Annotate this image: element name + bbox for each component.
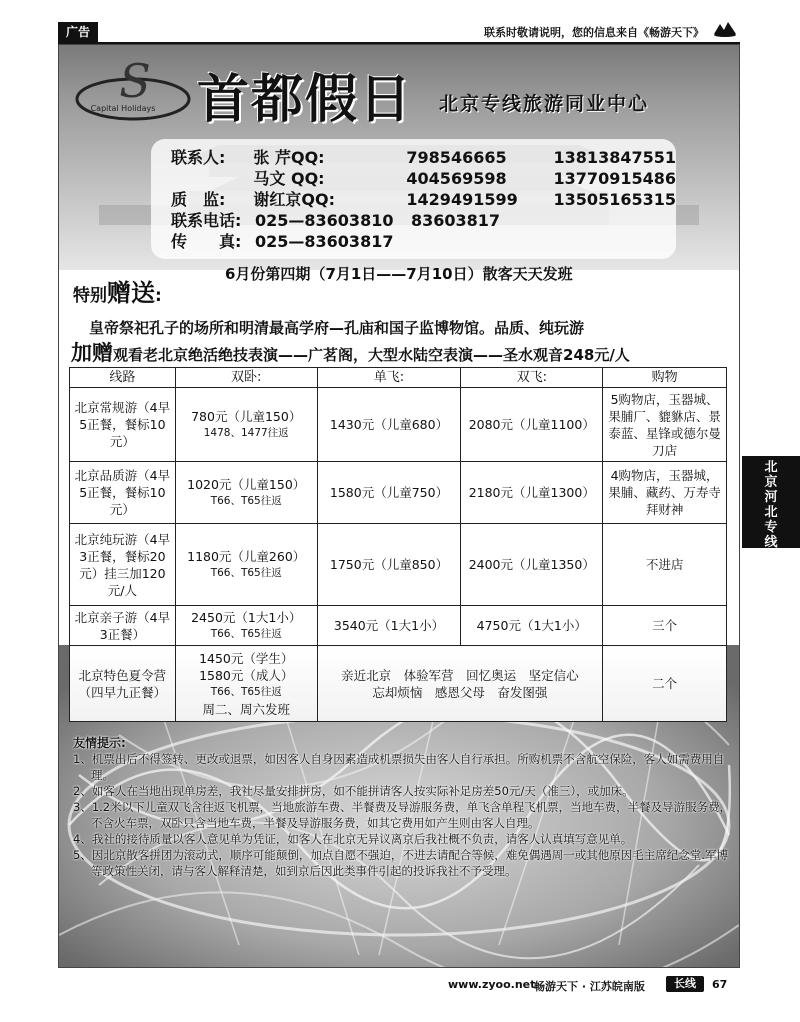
double-sleeper-price [175,462,317,524]
column-header: 购物 [603,368,727,388]
double-sleeper-price [175,606,317,646]
ad-label: 广告 [58,22,98,42]
table-row [70,524,727,606]
shopping-info: 5购物店，玉器城、果脯厂、貔貅店、景泰蓝、星锋或德尔曼刀店 [603,388,727,462]
contact-label: 质 监: [171,190,226,209]
shopping-info: 二个 [603,646,727,722]
double-fly-price: 2180元（儿童1300） [461,462,603,524]
promo-big: 赠送 [107,279,155,307]
table-row [70,606,727,646]
top-bar [0,0,800,46]
route-name: 北京纯玩游（4早3正餐，餐标20元）挂三加120元/人 [70,524,176,606]
tab-char: 专 [764,520,778,535]
tab-char: 河 [764,490,778,505]
tab-char: 北 [764,505,778,520]
double-fly-price: 2400元（儿童1350） [461,524,603,606]
train-note: T66、T65往返 [210,566,282,579]
single-fly-price: 1750元（儿童850） [317,524,461,606]
contact-phone: 13505165315 [553,190,676,209]
contact-tel-2: 83603817 [411,211,501,230]
contact-label [171,168,253,189]
tip-item: 3、1.2米以下儿童双飞含往返飞机票，当地旅游车费、半餐费及导游服务费，单飞含单程飞机票，当地车费，半餐及导游服务费，不含火车票，双卧只含当地车费，半餐及导游服务费，如其它费用如产生则由客人自理。 [73,800,732,830]
contact-row [171,210,676,231]
single-fly-price: 1580元（儿童750） [317,462,461,524]
train-note: T66、T65往返 [210,685,282,698]
tab-char: 北 [764,460,778,475]
schedule-text: 6月份第四期（7月1日——7月10日）散客天天发班 [225,265,573,283]
gift-line: 皇帝祭祀孔子的场所和明清最高学府—孔庙和国子监博物馆。品质、纯玩游 [89,319,585,337]
double-fly-price: 2080元（儿童1100） [461,388,603,462]
contact-panel [151,139,676,259]
magazine-mark-icon [712,20,738,38]
contact-qq: 1429491599 [406,190,518,209]
double-sleeper-price [175,524,317,606]
single-fly-price: 3540元（1大1小） [317,606,461,646]
route-name: 北京常规游（4早5正餐，餐标10元） [70,388,176,462]
source-note: 联系时敬请说明，您的信息来自《畅游天下》 [484,26,704,39]
promo-suffix: : [155,286,162,306]
contact-row [171,168,676,189]
contact-name: 谢红京QQ: [253,190,335,209]
price: 780元（儿童150） [191,408,302,424]
page-number: 67 [712,978,728,991]
capital-holidays-logo [73,59,193,129]
column-header: 双飞: [461,368,603,388]
contact-row [171,147,676,168]
contact-name: 张 芹QQ: [253,148,325,167]
table-header-row [70,368,727,388]
contact-name: 马文 QQ: [253,169,325,188]
shopping-info: 三个 [603,606,727,646]
single-fly-price: 1430元（儿童680） [317,388,461,462]
route-price-table [69,367,727,722]
tip-item: 1、机票出后不得签转、更改或退票，如因客人自身因素造成机票损失由客人自行承担。所购机票不含航空保险，客人如需费用自理。 [73,752,725,782]
price: 1020元（儿童150） [187,476,306,492]
column-header: 线路 [70,368,176,388]
promo-prefix: 特别 [73,286,107,306]
route-name: 北京品质游（4早5正餐，餐标10元） [70,462,176,524]
table-row [70,462,727,524]
train-note: T66、T65往返 [210,627,282,640]
double-sleeper-price [175,646,317,722]
bonus-text: 观看老北京绝活绝技表演——广茗阁，大型水陆空表演——圣水观音248元/人 [113,346,630,364]
friendly-tips [73,735,733,879]
contact-phone: 13813847551 [553,148,676,167]
logo-letter: S [119,59,151,108]
special-gift-heading [73,273,162,308]
contact-label: 联系电话: [171,211,242,230]
website-url: www.zyoo.net [448,978,536,991]
double-sleeper-price [175,388,317,462]
bonus-line [71,337,630,367]
brand-name: 首都假日 [197,69,414,130]
ad-frame [58,44,740,968]
contact-qq: 404569598 [406,169,507,188]
brand-subtitle: 北京专线旅游同业中心 [439,93,650,115]
tip-item: 2、如客人在当地出现单房差，我社尽量安排拼房，如不能拼请客人按实际补足房差50元/天（准三），或加床。 [73,784,634,798]
shopping-info: 4购物店，玉器城，果脯、藏药、万寿寺拜财神 [603,462,727,524]
logo-text: Capital Holidays [90,104,156,113]
tip-item: 4、我社的接待质量以客人意见单为凭证，如客人在北京无异议离京后我社概不负责，请客人认真填写意见单。 [73,832,633,846]
section-tab-beijing-hebei [742,456,800,548]
column-header: 单飞: [317,368,461,388]
tip-item: 5、因北京散客拼团为滚动式，顺序可能颠倒，加点自愿不强迫，不进去请配合等候，难免偶遇周一或其他原因毛主席纪念堂.军博等政策性关闭，请与客人解释清楚，如到京后因此类事件引起的投诉我社不予受理。 [73,848,728,878]
contact-row [171,189,676,210]
route-name: 北京亲子游（4早3正餐） [70,606,176,646]
price: 1180元（儿童260） [187,548,306,564]
slogan-line: 亲近北京 体验军营 回忆奥运 坚定信心 [341,667,579,683]
price-student: 1450元（学生） [199,650,294,666]
departure-days: 周二、周六发班 [202,701,290,717]
price-adult: 1580元（成人） [199,667,294,683]
tab-char: 京 [764,475,778,490]
tips-title: 友情提示: [73,736,126,750]
double-fly-price: 4750元（1大1小） [461,606,603,646]
column-header: 双卧: [175,368,317,388]
shopping-info: 不进店 [603,524,727,606]
route-name: 北京特色夏令营（四早九正餐） [70,646,176,722]
contact-phone: 13770915486 [553,169,676,188]
bonus-big: 加赠 [71,341,113,365]
price: 2450元（1大1小） [191,609,302,625]
contact-label: 联系人: [171,148,226,167]
contact-label: 传 真: [171,232,242,251]
table-row [70,388,727,462]
table-row [70,646,727,722]
tab-char: 线 [764,535,778,550]
train-note: 1478、1477往返 [203,426,289,439]
page-footer [0,968,800,1022]
camp-slogans [317,646,603,722]
contact-qq: 798546665 [406,148,507,167]
contact-row [171,231,676,252]
contact-fax: 025—83603817 [255,232,394,251]
section-tag: 长线 [666,976,704,992]
magazine-name: 畅游天下 · 江苏皖南版 [534,980,645,993]
contact-tel: 025—83603810 [255,211,394,230]
header-banner [59,45,739,270]
train-note: T66、T65往返 [210,494,282,507]
slogan-line: 忘却烦恼 感恩父母 奋发图强 [372,684,548,700]
